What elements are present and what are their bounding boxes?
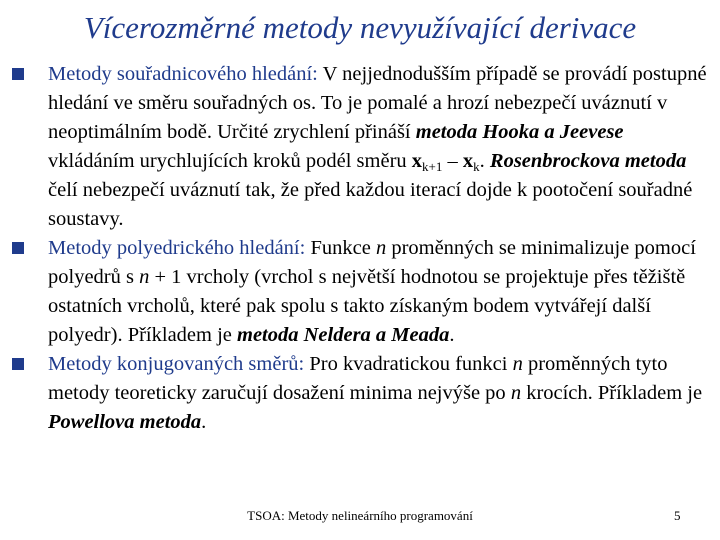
bullet-text: + 1 vrcholy (vrchol s největší hodnotou se projektuje přes těžiště ostatních vrcholů, které pak spolu s takto získaným bodem vytvářejí další polyedr). Příkladem je (48, 266, 686, 346)
variable-n: n (512, 353, 523, 375)
bullet-text: proměnných se minimalizuje pomocí polyedrů s (48, 237, 696, 288)
method-name: Rosenbrockova metoda (489, 150, 687, 172)
bullet-text: čelí nebezpečí uváznutí tak, že před každou iterací dojde k pootočení souřadné soustavy. (48, 179, 693, 230)
bullet-list (8, 60, 710, 437)
bullet-text: V nejjednodušším případě se provádí postupné hledání ve směru souřadných os. To je pomalé a hrozí nebezpečí uváznutí v neoptimálním bodě. Určité zrychlení přináší (48, 63, 707, 143)
bullet-text: . (449, 324, 455, 346)
bullet-heading: Metody polyedrického hledání: (48, 237, 306, 259)
bullet-text: Pro kvadratickou funkci (304, 353, 513, 375)
subscript: k+1 (422, 159, 443, 174)
slide-title: Vícerozměrné metody nevyužívající derivace (83, 10, 637, 45)
page-number: 5 (674, 508, 681, 523)
square-bullet-icon (12, 358, 24, 370)
square-bullet-icon (12, 242, 24, 254)
bullet-heading: Metody konjugovaných směrů: (48, 353, 305, 375)
variable-n: n (139, 266, 150, 288)
variable-n: n (510, 382, 522, 404)
bullet-text: Funkce (305, 237, 376, 259)
bullet-text: vkládáním urychlujících kroků podél směru (48, 150, 412, 172)
vector-symbol: x (462, 150, 474, 172)
bullet-text: proměnných tyto metody teoreticky zaručují dosažení minima nejvýše po (48, 353, 668, 404)
bullet-text: . (201, 411, 207, 433)
bullet-text: – (442, 150, 463, 172)
vector-symbol: x (411, 150, 423, 172)
bullet-item-coordinate-search (8, 60, 710, 234)
bullet-text: krocích. Příkladem je (521, 382, 703, 404)
variable-n: n (375, 237, 387, 259)
subscript: k (473, 159, 480, 174)
bullet-text: . (479, 150, 490, 172)
bullet-item-conjugate-directions (8, 350, 710, 437)
method-name: metoda Neldera a Meada (237, 324, 450, 346)
square-bullet-icon (12, 68, 24, 80)
bullet-heading: Metody souřadnicového hledání: (48, 63, 318, 85)
bullet-item-polyhedral-search (8, 234, 710, 350)
footer-text: TSOA: Metody nelineárního programování (247, 508, 473, 523)
method-name: metoda Hooka a Jeevese (415, 121, 624, 143)
method-name: Powellova metoda (48, 411, 202, 433)
